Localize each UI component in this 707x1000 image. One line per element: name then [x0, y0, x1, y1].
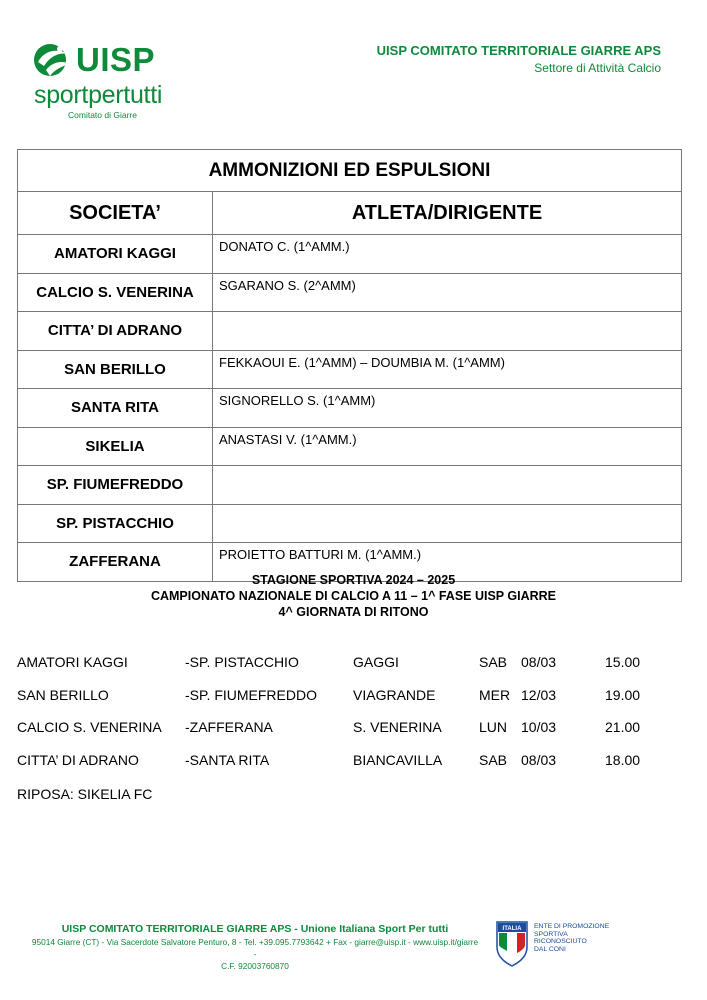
athlete-cell: ANASTASI V. (1^AMM.) [213, 427, 682, 466]
away-team: -SP. FIUMEFREDDO [185, 686, 317, 703]
matchday-line: 4^ GIORNATA DI RITONO [278, 605, 429, 619]
coni-text-line: RICONOSCIUTO [534, 938, 587, 945]
org-title: UISP COMITATO TERRITORIALE GIARRE APS [376, 43, 661, 58]
home-team: AMATORI KAGGI [17, 654, 128, 670]
society-cell: CALCIO S. VENERINA [18, 273, 213, 312]
match-time: 21.00 [605, 719, 641, 735]
match-date: 10/03 [521, 719, 557, 735]
column-header-athlete: ATLETA/DIRIGENTE [213, 192, 682, 235]
coni-text-line: ENTE DI PROMOZIONE [534, 923, 610, 930]
logo-wordmark: UISP [76, 41, 156, 78]
coni-badge [496, 921, 616, 969]
home-team: CALCIO S. VENERINA [17, 719, 162, 735]
fixture-row [17, 711, 677, 744]
header-org-block [377, 43, 661, 77]
athlete-cell: SIGNORELLO S. (1^AMM) [213, 389, 682, 428]
match-time: 19.00 [605, 686, 641, 703]
logo-committee: Comitato di Giarre [68, 110, 137, 120]
away-team: -SP. PISTACCHIO [185, 654, 299, 670]
fixture-row [17, 679, 677, 712]
society-cell: AMATORI KAGGI [18, 235, 213, 274]
match-day: LUN [479, 719, 508, 735]
season-line: STAGIONE SPORTIVA 2024 – 2025 [251, 573, 456, 587]
match-date: 08/03 [521, 654, 557, 670]
match-date: 08/03 [521, 751, 557, 768]
athlete-cell: SGARANO S. (2^AMM) [213, 273, 682, 312]
table-row [18, 312, 682, 351]
rest-team-note: RIPOSA: SIKELIA FC [17, 786, 153, 802]
table-title: AMMONIZIONI ED ESPULSIONI [18, 150, 682, 192]
society-cell: SP. FIUMEFREDDO [18, 466, 213, 505]
org-sector: Settore di Attività Calcio [534, 61, 661, 75]
match-date: 12/03 [521, 686, 557, 703]
venue: S. VENERINA [353, 719, 442, 735]
shield-label: ITALIA [502, 926, 522, 932]
footer-tax-code: C.F. 92003760870 [221, 961, 289, 971]
italia-shield-icon [496, 921, 528, 967]
athlete-cell [213, 312, 682, 351]
venue: BIANCAVILLA [353, 751, 443, 768]
coni-text-line: SPORTIVA [534, 930, 568, 938]
athlete-cell [213, 466, 682, 505]
table-row [18, 504, 682, 543]
footer-address-line: 95014 Giarre (CT) - Via Sacerdote Salvatore Penturo, 8 - Tel. +39.095.7793642 + Fax - giarre@uisp.it - www.uisp.it/giarre - [31, 937, 479, 959]
fixture-row [17, 744, 677, 777]
discipline-table [17, 149, 682, 582]
table-row [18, 466, 682, 505]
home-team: SAN BERILLO [17, 686, 109, 703]
fixture-row [17, 646, 677, 679]
society-cell: CITTA’ DI ADRANO [18, 312, 213, 351]
venue: GAGGI [353, 654, 399, 670]
fixtures-list [17, 646, 677, 776]
uisp-runner-logo-icon [32, 40, 76, 80]
uisp-logo [32, 40, 182, 124]
table-row [18, 350, 682, 389]
match-time: 15.00 [605, 654, 641, 670]
column-header-society: SOCIETA’ [18, 192, 213, 235]
society-cell: SP. PISTACCHIO [18, 504, 213, 543]
venue: VIAGRANDE [353, 686, 436, 703]
coni-text-line: DAL CONI [534, 945, 566, 953]
society-cell: SAN BERILLO [18, 350, 213, 389]
table-row [18, 273, 682, 312]
away-team: -SANTA RITA [185, 751, 270, 768]
season-heading [0, 572, 707, 620]
match-day: MER [479, 686, 511, 703]
athlete-cell [213, 504, 682, 543]
table-row [18, 389, 682, 428]
society-cell: ZAFFERANA [18, 543, 213, 582]
table-row [18, 235, 682, 274]
society-cell: SIKELIA [18, 427, 213, 466]
footer-org-line: UISP COMITATO TERRITORIALE GIARRE APS - Unione Italiana Sport Per tutti [61, 923, 449, 935]
athlete-cell: DONATO C. (1^AMM.) [213, 235, 682, 274]
away-team: -ZAFFERANA [185, 719, 273, 735]
footer [30, 922, 480, 972]
athlete-cell: PROIETTO BATTURI M. (1^AMM.) [213, 543, 682, 582]
championship-line: CAMPIONATO NAZIONALE DI CALCIO A 11 – 1^ FASE UISP GIARRE [150, 589, 557, 603]
athlete-cell: FEKKAOUI E. (1^AMM) – DOUMBIA M. (1^AMM) [213, 350, 682, 389]
table-row [18, 427, 682, 466]
match-time: 18.00 [605, 751, 641, 768]
coni-recognition-text [534, 923, 609, 953]
logo-tagline: sportpertutti [34, 81, 163, 109]
match-day: SAB [479, 751, 508, 768]
home-team: CITTA’ DI ADRANO [17, 751, 139, 768]
match-day: SAB [479, 654, 508, 670]
society-cell: SANTA RITA [18, 389, 213, 428]
